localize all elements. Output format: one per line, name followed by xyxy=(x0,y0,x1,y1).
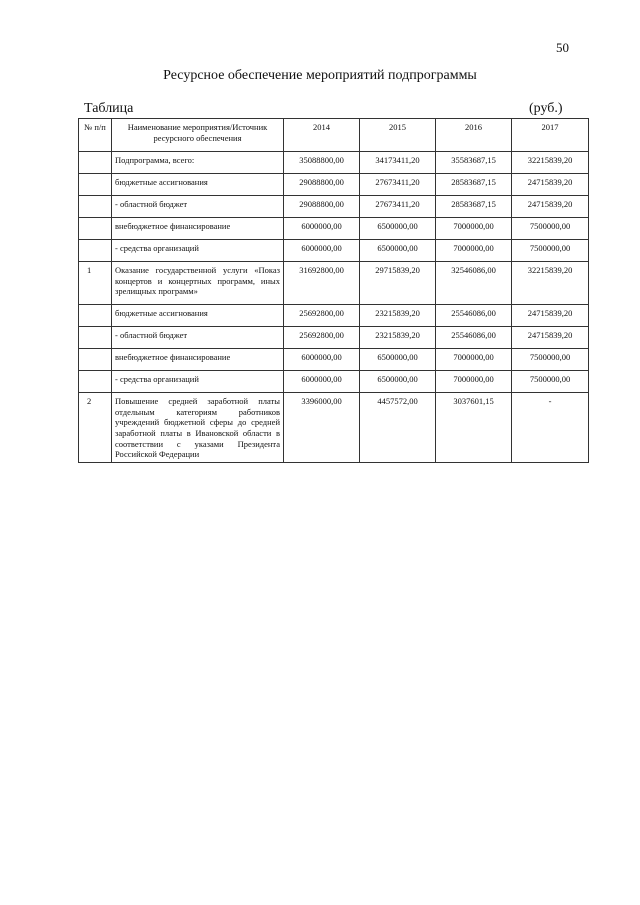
row-name: бюджетные ассигнования xyxy=(112,305,284,327)
row-number xyxy=(79,327,112,349)
cell-2017: 32215839,20 xyxy=(512,152,589,174)
header-2016: 2016 xyxy=(436,119,512,152)
row-name: Подпрограмма, всего: xyxy=(112,152,284,174)
cell-2015: 29715839,20 xyxy=(360,262,436,305)
table-row xyxy=(79,196,589,218)
row-number: 2 xyxy=(79,393,112,463)
header-name: Наименование мероприятия/Источник ресурсного обеспечения xyxy=(112,119,284,152)
table-row xyxy=(79,305,589,327)
cell-2017: 7500000,00 xyxy=(512,218,589,240)
header-2015: 2015 xyxy=(360,119,436,152)
cell-2014: 6000000,00 xyxy=(284,349,360,371)
cell-2016: 32546086,00 xyxy=(436,262,512,305)
row-number xyxy=(79,371,112,393)
cell-2015: 6500000,00 xyxy=(360,349,436,371)
cell-2017: 24715839,20 xyxy=(512,305,589,327)
cell-2017: 32215839,20 xyxy=(512,262,589,305)
cell-2015: 34173411,20 xyxy=(360,152,436,174)
cell-2017: 24715839,20 xyxy=(512,174,589,196)
cell-2016: 35583687,15 xyxy=(436,152,512,174)
cell-2016: 28583687,15 xyxy=(436,174,512,196)
cell-2015: 27673411,20 xyxy=(360,174,436,196)
cell-2014: 6000000,00 xyxy=(284,371,360,393)
page-number: 50 xyxy=(556,40,569,55)
table-label: Таблица xyxy=(84,101,134,116)
document-title: Ресурсное обеспечение мероприятий подпрограммы xyxy=(163,68,477,83)
cell-2016: 25546086,00 xyxy=(436,305,512,327)
cell-2014: 29088800,00 xyxy=(284,196,360,218)
cell-2014: 31692800,00 xyxy=(284,262,360,305)
row-number xyxy=(79,152,112,174)
cell-2015: 6500000,00 xyxy=(360,218,436,240)
row-number xyxy=(79,196,112,218)
cell-2017: 7500000,00 xyxy=(512,240,589,262)
cell-2014: 3396000,00 xyxy=(284,393,360,463)
row-number xyxy=(79,174,112,196)
row-name: внебюджетное финансирование xyxy=(112,218,284,240)
table-header-row xyxy=(79,119,589,152)
row-name: - областной бюджет xyxy=(112,196,284,218)
cell-2017: 7500000,00 xyxy=(512,349,589,371)
table-row xyxy=(79,174,589,196)
row-name: - областной бюджет xyxy=(112,327,284,349)
table-row xyxy=(79,152,589,174)
cell-2014: 29088800,00 xyxy=(284,174,360,196)
row-name: внебюджетное финансирование xyxy=(112,349,284,371)
row-number xyxy=(79,218,112,240)
cell-2015: 23215839,20 xyxy=(360,327,436,349)
cell-2016: 3037601,15 xyxy=(436,393,512,463)
header-2014: 2014 xyxy=(284,119,360,152)
resource-table xyxy=(78,118,589,463)
table-row xyxy=(79,240,589,262)
cell-2014: 35088800,00 xyxy=(284,152,360,174)
unit-label: (руб.) xyxy=(529,101,563,116)
cell-2016: 7000000,00 xyxy=(436,371,512,393)
row-name: Повышение средней заработной платы отдельным категориям работников учреждений бюджетной сферы до средней заработной платы в Ивановской области в соответствии с указами Президента Российской Федерации xyxy=(112,393,284,463)
table-row xyxy=(79,218,589,240)
cell-2016: 7000000,00 xyxy=(436,240,512,262)
table-row xyxy=(79,393,589,463)
row-number xyxy=(79,305,112,327)
cell-2015: 27673411,20 xyxy=(360,196,436,218)
cell-2016: 7000000,00 xyxy=(436,218,512,240)
cell-2014: 6000000,00 xyxy=(284,240,360,262)
cell-2016: 7000000,00 xyxy=(436,349,512,371)
cell-2016: 25546086,00 xyxy=(436,327,512,349)
table-row xyxy=(79,371,589,393)
cell-2017: 7500000,00 xyxy=(512,371,589,393)
cell-2016: 28583687,15 xyxy=(436,196,512,218)
row-name: - средства организаций xyxy=(112,371,284,393)
table-row xyxy=(79,262,589,305)
cell-2015: 6500000,00 xyxy=(360,371,436,393)
cell-2015: 23215839,20 xyxy=(360,305,436,327)
cell-2017: - xyxy=(512,393,589,463)
row-name: бюджетные ассигнования xyxy=(112,174,284,196)
table-row xyxy=(79,349,589,371)
row-number: 1 xyxy=(79,262,112,305)
header-number: № п/п xyxy=(79,119,112,152)
cell-2014: 25692800,00 xyxy=(284,327,360,349)
cell-2014: 25692800,00 xyxy=(284,305,360,327)
table-row xyxy=(79,327,589,349)
row-number xyxy=(79,240,112,262)
row-name: - средства организаций xyxy=(112,240,284,262)
header-2017: 2017 xyxy=(512,119,589,152)
row-name: Оказание государственной услуги «Показ концертов и концертных программ, иных зрелищных программ» xyxy=(112,262,284,305)
cell-2017: 24715839,20 xyxy=(512,327,589,349)
cell-2015: 6500000,00 xyxy=(360,240,436,262)
row-number xyxy=(79,349,112,371)
cell-2014: 6000000,00 xyxy=(284,218,360,240)
cell-2015: 4457572,00 xyxy=(360,393,436,463)
cell-2017: 24715839,20 xyxy=(512,196,589,218)
